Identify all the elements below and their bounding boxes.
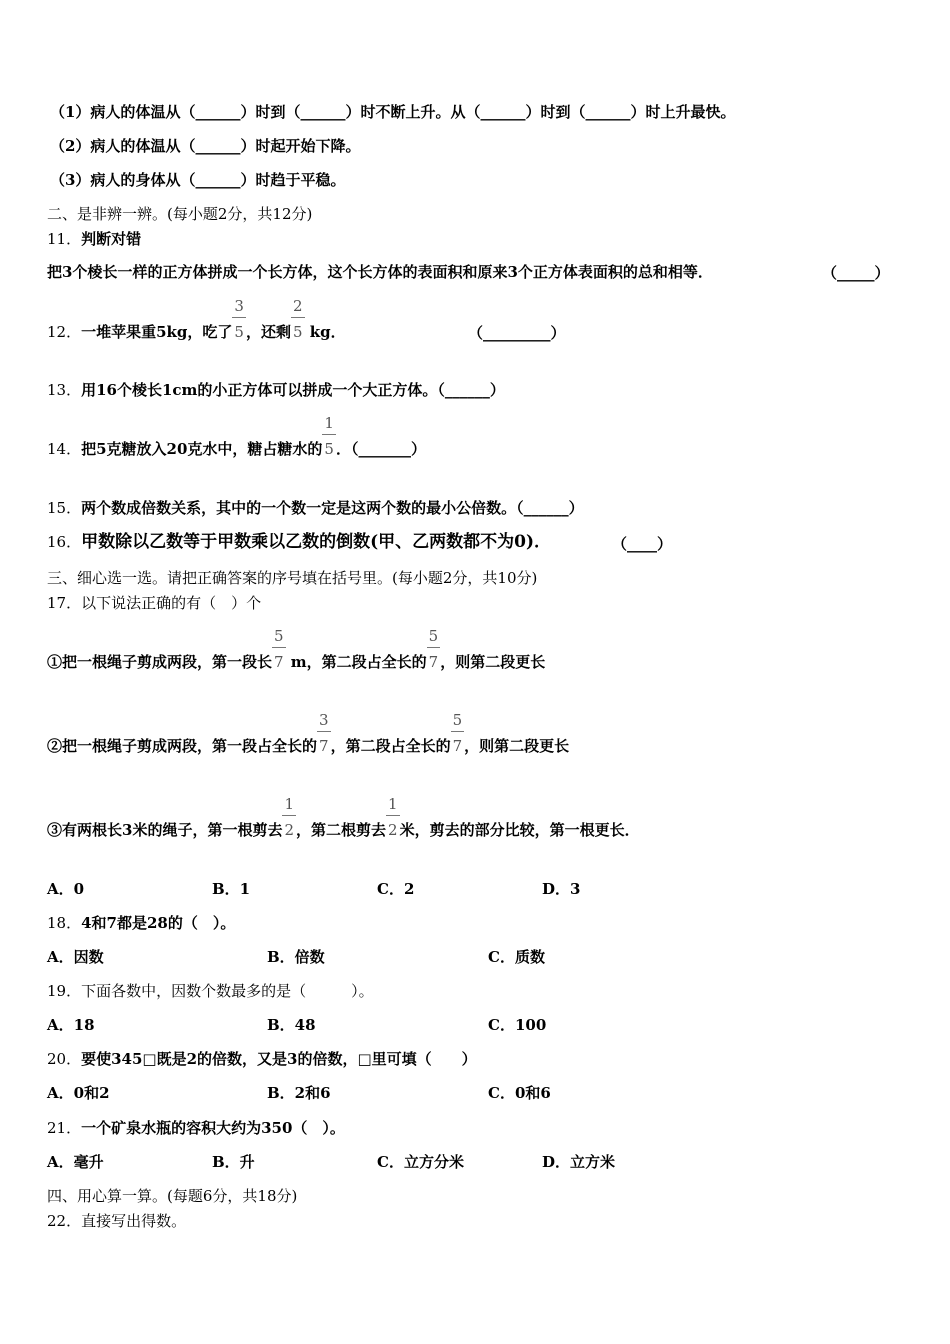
fill-item-2: （2）病人的体温从（______）时起开始下降。 bbox=[50, 137, 361, 155]
question-text: 要使345□既是2的倍数，又是3的倍数，□里可填（ ） bbox=[81, 1050, 477, 1068]
question-number: 21． bbox=[47, 1119, 82, 1137]
question-number: 16． bbox=[47, 533, 82, 551]
answer-blank[interactable]: （____） bbox=[612, 535, 673, 553]
statement-text: ③有两根长3米的绳子，第一根剪去 bbox=[47, 821, 283, 839]
question-text: 甲数除以乙数等于甲数乘以乙数的倒数(甲、乙两数都不为0)． bbox=[81, 532, 552, 552]
option-c[interactable]: C．0和6 bbox=[488, 1084, 551, 1102]
question-11-statement: 把3个棱长一样的正方体拼成一个长方体，这个长方体的表面积和原来3个正方体表面积的总和相等． bbox=[47, 263, 713, 281]
question-text: 一堆苹果重5kg，吃了 bbox=[81, 323, 233, 341]
fraction bbox=[451, 711, 465, 756]
question-text: 以下说法正确的有（ ）个 bbox=[81, 594, 262, 612]
option-b[interactable]: B．1 bbox=[212, 880, 251, 898]
statement-text: ，第二根剪去 bbox=[296, 821, 387, 839]
question-text: 下面各数中，因数个数最多的是（ ）。 bbox=[81, 982, 374, 1000]
section-heading-3: 三、细心选一选。请把正确答案的序号填在括号里。(每小题2分，共10分) bbox=[47, 569, 538, 587]
question-number: 17． bbox=[47, 594, 82, 612]
section-heading-2: 二、是非辨一辨。(每小题2分，共12分) bbox=[47, 205, 313, 223]
question-14 bbox=[47, 414, 426, 459]
answer-blank[interactable]: （_____） bbox=[822, 264, 890, 282]
question-20 bbox=[47, 1049, 477, 1069]
statement-text: ①把一根绳子剪成两段，第一段长 bbox=[47, 653, 273, 671]
option-d[interactable]: D．3 bbox=[542, 880, 581, 898]
section-heading-4: 四、用心算一算。(每题6分，共18分) bbox=[47, 1187, 298, 1205]
option-a[interactable]: A．18 bbox=[47, 1016, 95, 1034]
question-text: 判断对错 bbox=[81, 230, 142, 248]
question-15 bbox=[47, 498, 584, 518]
statement-text: ，则第二段更长 bbox=[464, 737, 570, 755]
question-number: 22． bbox=[47, 1212, 82, 1230]
denominator: 2 bbox=[388, 821, 398, 839]
statement-3 bbox=[47, 795, 640, 840]
statement-text: 米，剪去的部分比较，第一根更长． bbox=[399, 821, 640, 839]
denominator: 7 bbox=[274, 653, 284, 671]
denominator: 5 bbox=[292, 323, 303, 341]
question-text: 把5克糖放入20克水中，糖占糖水的 bbox=[81, 440, 323, 458]
numerator: 3 bbox=[232, 295, 246, 318]
question-text: ，还剩 bbox=[245, 323, 291, 341]
question-number: 15． bbox=[47, 499, 82, 517]
fraction bbox=[386, 795, 400, 840]
option-a[interactable]: A．0和2 bbox=[47, 1084, 110, 1102]
question-number: 20． bbox=[47, 1050, 82, 1068]
answer-blank[interactable]: （_________） bbox=[468, 324, 566, 342]
option-b[interactable]: B．升 bbox=[212, 1153, 255, 1171]
option-b[interactable]: B．倍数 bbox=[267, 948, 325, 966]
question-12 bbox=[47, 297, 346, 342]
denominator: 7 bbox=[428, 653, 439, 671]
option-c[interactable]: C．立方分米 bbox=[377, 1153, 464, 1171]
numerator: 1 bbox=[322, 412, 336, 435]
statement-1 bbox=[47, 627, 546, 672]
denominator: 7 bbox=[319, 737, 329, 755]
fill-item-1: （1）病人的体温从（______）时到（______）时不断上升。从（______）时到（______）时上升最快。 bbox=[50, 103, 736, 121]
option-c[interactable]: C．100 bbox=[488, 1016, 547, 1034]
question-11 bbox=[47, 229, 141, 249]
denominator: 7 bbox=[452, 737, 463, 755]
question-text: 4和7都是28的（ ）。 bbox=[81, 914, 236, 932]
fraction bbox=[427, 627, 441, 672]
question-18 bbox=[47, 913, 235, 933]
question-13 bbox=[47, 380, 505, 400]
denominator: 5 bbox=[234, 323, 244, 341]
question-number: 11． bbox=[47, 230, 82, 248]
question-text: kg． bbox=[304, 323, 346, 341]
fraction bbox=[291, 297, 305, 342]
question-text: 用16个棱长1cm的小正方体可以拼成一个大正方体。（______） bbox=[81, 381, 505, 399]
numerator: 5 bbox=[272, 625, 286, 648]
option-d[interactable]: D．立方米 bbox=[542, 1153, 616, 1171]
numerator: 3 bbox=[317, 709, 331, 732]
numerator: 5 bbox=[451, 709, 465, 732]
option-a[interactable]: A．因数 bbox=[47, 948, 104, 966]
question-number: 12． bbox=[47, 323, 82, 341]
question-number: 13． bbox=[47, 381, 82, 399]
numerator: 5 bbox=[427, 625, 441, 648]
fraction bbox=[272, 627, 286, 672]
statement-text: ②把一根绳子剪成两段，第一段占全长的 bbox=[47, 737, 318, 755]
option-b[interactable]: B．48 bbox=[267, 1016, 316, 1034]
question-text: ．（_______） bbox=[335, 440, 426, 458]
numerator: 2 bbox=[291, 295, 305, 318]
fill-item-3: （3）病人的身体从（______）时趋于平稳。 bbox=[50, 171, 346, 189]
question-number: 19． bbox=[47, 982, 82, 1000]
option-b[interactable]: B．2和6 bbox=[267, 1084, 331, 1102]
fraction bbox=[317, 711, 331, 756]
question-17 bbox=[47, 593, 261, 613]
question-number: 18． bbox=[47, 914, 82, 932]
statement-text: ，第二段占全长的 bbox=[330, 737, 451, 755]
question-text: 两个数成倍数关系，其中的一个数一定是这两个数的最小公倍数。（______） bbox=[81, 499, 584, 517]
fraction bbox=[322, 414, 336, 459]
statement-text: ，则第二段更长 bbox=[440, 653, 546, 671]
option-a[interactable]: A．0 bbox=[47, 880, 85, 898]
fraction bbox=[232, 297, 246, 342]
numerator: 1 bbox=[282, 793, 296, 816]
option-c[interactable]: C．2 bbox=[377, 880, 415, 898]
question-19 bbox=[47, 981, 374, 1001]
statement-text: m，第二段占全长的 bbox=[285, 653, 427, 671]
question-22 bbox=[47, 1211, 186, 1231]
denominator: 5 bbox=[324, 440, 334, 458]
statement-2 bbox=[47, 711, 570, 756]
fraction bbox=[282, 795, 296, 840]
option-a[interactable]: A．毫升 bbox=[47, 1153, 104, 1171]
question-number: 14． bbox=[47, 440, 82, 458]
denominator: 2 bbox=[284, 821, 294, 839]
numerator: 1 bbox=[386, 793, 400, 816]
question-text: 直接写出得数。 bbox=[81, 1212, 187, 1230]
question-text: 一个矿泉水瓶的容积大约为350（ ）。 bbox=[81, 1119, 345, 1137]
question-21 bbox=[47, 1118, 345, 1138]
option-c[interactable]: C．质数 bbox=[488, 948, 545, 966]
question-16 bbox=[47, 532, 551, 552]
